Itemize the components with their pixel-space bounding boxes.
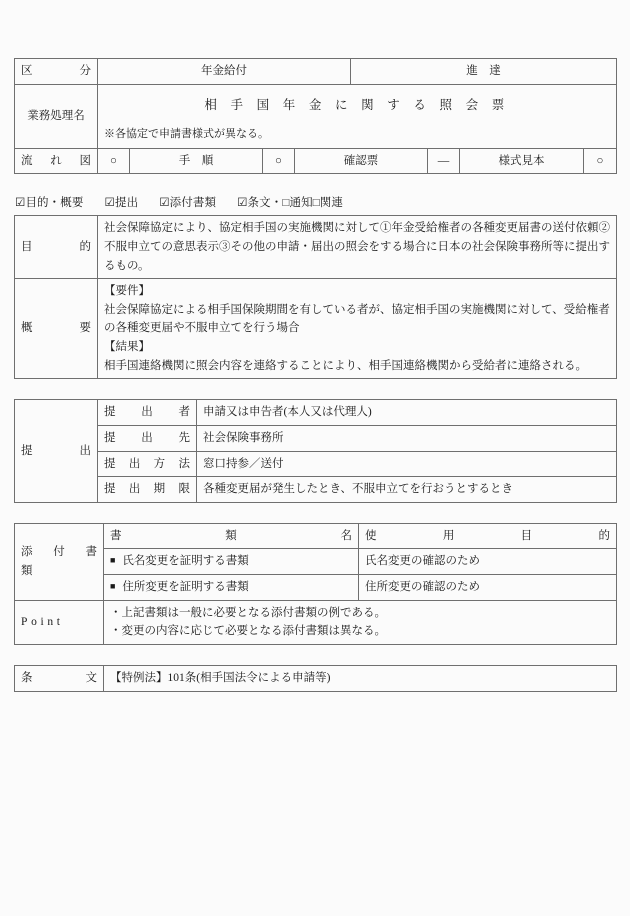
header-table bbox=[14, 58, 617, 149]
checkbox-tenpushorui[interactable] bbox=[159, 197, 216, 209]
overview-result-text: 相手国連絡機関に照会内容を連絡することにより、相手国連絡機関から受給者に連絡される。 bbox=[104, 359, 587, 372]
business-name-row bbox=[15, 84, 617, 148]
article-row bbox=[15, 665, 617, 691]
document-page bbox=[14, 58, 616, 692]
checkbox-icon-checked: ☑ bbox=[159, 197, 170, 210]
checkbox-icon-unchecked: □ bbox=[312, 197, 320, 210]
overview-row bbox=[15, 279, 617, 379]
flow-label: 流 れ 図 bbox=[15, 148, 98, 174]
checkbox-label: 条文 bbox=[247, 197, 271, 210]
submission-value-destination: 社会保険事務所 bbox=[197, 425, 617, 451]
shintatsu-value: 進 達 bbox=[351, 59, 617, 85]
point-label: Point bbox=[15, 600, 104, 644]
submission-value-person: 申請又は申告者(本人又は代理人) bbox=[197, 400, 617, 426]
submission-value-deadline: 各種変更届が発生したとき、不服申立てを行おうとするとき bbox=[197, 477, 617, 503]
checkbox-jobun[interactable] bbox=[237, 197, 271, 209]
submission-key-method: 提 出 方 法 bbox=[98, 451, 197, 477]
section-checkbar bbox=[14, 190, 616, 215]
purpose-label: 目 的 bbox=[15, 216, 98, 279]
spacer-after-submission bbox=[14, 503, 616, 523]
overview-result-heading: 【結果】 bbox=[104, 341, 150, 354]
checkbox-icon-unchecked: □ bbox=[282, 197, 290, 210]
document-title: 相 手 国 年 金 に 関 す る 照 会 票 bbox=[204, 97, 510, 112]
submission-label: 提 出 bbox=[15, 400, 98, 503]
submission-key-person: 提 出 者 bbox=[98, 400, 197, 426]
point-item: ・上記書類は一般に必要となる添付書類の例である。 bbox=[110, 606, 386, 619]
checkbox-mokuteki-gaiyo[interactable] bbox=[15, 197, 84, 209]
flow-item-yoshikimihon[interactable]: 様式見本 bbox=[460, 148, 584, 174]
attachments-col-name-header: 書 類 名 bbox=[104, 523, 359, 549]
checkbox-separator-1: ・ bbox=[270, 197, 283, 210]
flow-mark-3: — bbox=[428, 148, 460, 174]
overview-label: 概 要 bbox=[15, 279, 98, 379]
attachment-name-1 bbox=[104, 549, 359, 575]
attachments-row bbox=[15, 575, 617, 601]
flow-row bbox=[15, 148, 617, 174]
flow-mark-4: ○ bbox=[584, 148, 617, 174]
purpose-row bbox=[15, 216, 617, 279]
attachment-name-2 bbox=[104, 575, 359, 601]
submission-key-deadline: 提 出 期 限 bbox=[98, 477, 197, 503]
submission-table bbox=[14, 399, 617, 503]
overview-content bbox=[98, 279, 617, 379]
flow-mark-1: ○ bbox=[98, 148, 130, 174]
document-note: ※各協定で申請書様式が異なる。 bbox=[104, 127, 269, 140]
article-table bbox=[14, 665, 617, 692]
kubun-value: 年金給付 bbox=[98, 59, 351, 85]
point-item: ・変更の内容に応じて必要となる添付書類は異なる。 bbox=[110, 625, 386, 638]
overview-requirement-heading: 【要件】 bbox=[104, 285, 150, 298]
checkbox-icon-checked: ☑ bbox=[237, 197, 248, 210]
attachments-table bbox=[14, 523, 617, 645]
kubun-label: 区 分 bbox=[15, 59, 98, 85]
spacer-after-header bbox=[14, 174, 616, 190]
submission-row bbox=[15, 451, 617, 477]
checkbox-icon-checked: ☑ bbox=[15, 197, 26, 210]
submission-row bbox=[15, 477, 617, 503]
submission-row bbox=[15, 425, 617, 451]
submission-key-destination: 提 出 先 bbox=[98, 425, 197, 451]
attachments-header-row bbox=[15, 523, 617, 549]
attachment-purpose-2: 住所変更の確認のため bbox=[359, 575, 617, 601]
flow-item-tejun[interactable]: 手 順 bbox=[130, 148, 263, 174]
checkbox-tsuchi[interactable] bbox=[282, 197, 312, 209]
attachment-purpose-1: 氏名変更の確認のため bbox=[359, 549, 617, 575]
article-label: 条 文 bbox=[15, 665, 104, 691]
kubun-row bbox=[15, 59, 617, 85]
checkbox-teishutsu[interactable] bbox=[105, 197, 139, 209]
business-name-label: 業務処理名 bbox=[15, 84, 98, 148]
overview-requirement-text: 社会保障協定による相手国保険期間を有している者が、協定相手国の実施機関に対して、受給権者の各種変更届や不服申立てを行う場合 bbox=[104, 303, 610, 335]
spacer-after-overview bbox=[14, 379, 616, 399]
purpose-overview-table bbox=[14, 215, 617, 379]
point-content bbox=[104, 600, 617, 644]
checkbox-label: 目的・概要 bbox=[25, 197, 84, 210]
checkbox-label: 関連 bbox=[319, 197, 343, 210]
article-text: 【特例法】101条(相手国法令による申請等) bbox=[104, 665, 617, 691]
checkbox-kanren[interactable] bbox=[313, 197, 343, 209]
attachments-label: 添 付 書 類 bbox=[15, 523, 104, 600]
point-row bbox=[15, 600, 617, 644]
filled-square-icon: ■ bbox=[110, 555, 116, 566]
attachments-col-purpose-header: 使 用 目 的 bbox=[359, 523, 617, 549]
flow-table bbox=[14, 148, 617, 175]
checkbox-label: 添付書類 bbox=[169, 197, 217, 210]
business-name-value bbox=[98, 84, 617, 148]
spacer-after-attachments bbox=[14, 645, 616, 665]
checkbox-label: 通知 bbox=[289, 197, 313, 210]
checkbox-label: 提出 bbox=[114, 197, 139, 210]
submission-row bbox=[15, 400, 617, 426]
checkbox-icon-checked: ☑ bbox=[104, 197, 115, 210]
flow-mark-2: ○ bbox=[263, 148, 295, 174]
submission-value-method: 窓口持参／送付 bbox=[197, 451, 617, 477]
attachment-name-text: 住所変更を証明する書類 bbox=[122, 581, 249, 594]
flow-item-kakuninhyo[interactable]: 確認票 bbox=[295, 148, 428, 174]
purpose-text: 社会保障協定により、協定相手国の実施機関に対して①年金受給権者の各種変更届書の送付依頼②不服申立ての意思表示③その他の申請・届出の照会をする場合に日本の社会保険事務所等に提出するもの。 bbox=[98, 216, 617, 279]
filled-square-icon: ■ bbox=[110, 581, 116, 592]
attachment-name-text: 氏名変更を証明する書類 bbox=[122, 555, 249, 568]
